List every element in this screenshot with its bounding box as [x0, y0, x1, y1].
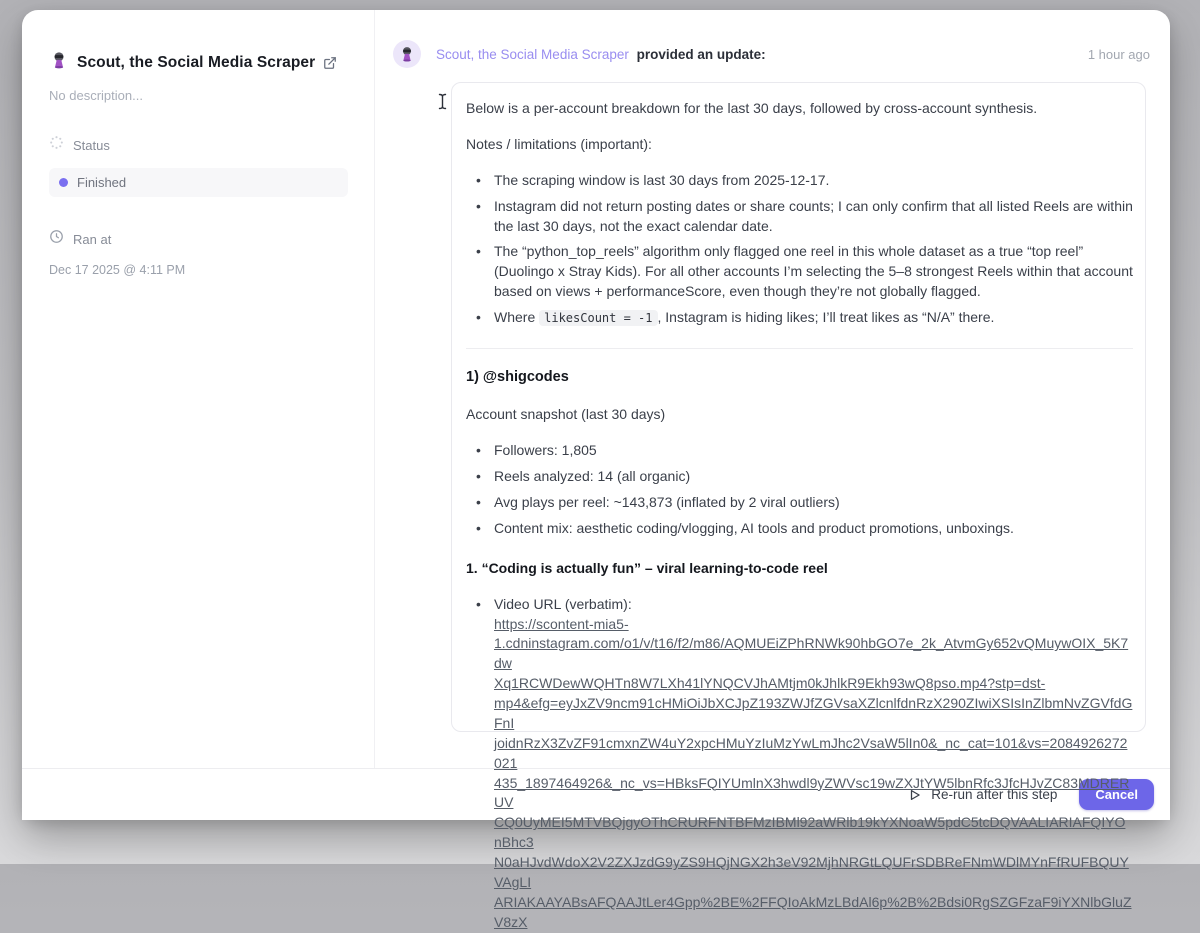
url-line: CQ0UyMEI5MTVBQjgyOThCRURFNTBFMzIBMl92aWRlb19kYXNoaW5pdC5tcDQVAALIARIAFQIYOnBhc3: [494, 814, 1126, 851]
note-item: • The “python_top_reels” algorithm only flagged one reel in this whole dataset as a true “top reel” (Duolingo x Stray Kids). For all other accounts I’m selecting the 5–8 strongest Reels within that account based on views + performanceScore, even though they’re not globally flagged.: [466, 242, 1133, 302]
account-heading: 1) @shigcodes: [466, 368, 569, 385]
note-text-post: , Instagram is hiding likes; I’ll treat likes as “N/A” there.: [657, 309, 995, 325]
url-line: Xq1RCWDewWQHTn8W7LXh41lYNQCVJhAMtjm0kJhlkR9Ekh93wQ8pso.mp4?stp=dst-: [494, 675, 1046, 692]
rerun-label: Re-run after this step: [931, 787, 1058, 802]
update-action-text: provided an update:: [636, 46, 766, 62]
url-line: N0aHJvdWdoX2V2ZXJzdG9yZS9HQjNGX2h3eV92MjhNRGtLQUFrSDBReFNmWDlMYnFfRUFBQUYVAgLI: [494, 854, 1129, 890]
section-divider: [466, 348, 1133, 349]
stat-item: • Content mix: aesthetic coding/vlogging, AI tools and product promotions, unboxings.: [466, 519, 1133, 539]
agent-title-row: [49, 50, 348, 75]
ran-at-label: Ran at: [73, 231, 112, 247]
reel-heading: 1. “Coding is actually fun” – viral learning-to-code reel: [466, 559, 828, 576]
stat-item: • Followers: 1,805: [466, 441, 1133, 461]
note-item: • The scraping window is last 30 days from 2025-12-17.: [466, 171, 1133, 191]
update-header-text: [436, 47, 1073, 62]
cancel-button[interactable]: Cancel: [1079, 779, 1154, 810]
status-label: Status: [73, 137, 110, 153]
update-timestamp: 1 hour ago: [1087, 46, 1150, 62]
status-badge: [49, 168, 348, 197]
url-line: mp4&efg=eyJxZV9ncm91cHMiOiJbXCJpZ193ZWJfZGVsaXZlcnlfdnRzX290ZIwiXSIsInZlbmNvZGVfdGFnI: [494, 695, 1133, 731]
ran-at-value: Dec 17 2025 @ 4:11 PM: [49, 263, 186, 277]
external-link-icon[interactable]: [323, 56, 337, 70]
account-snapshot-subheading: Account snapshot (last 30 days): [466, 406, 666, 423]
agent-avatar: [393, 40, 421, 68]
stat-item: • Avg plays per reel: ~143,873 (inflated by 2 viral outliers): [466, 493, 1133, 513]
status-value: Finished: [77, 175, 127, 190]
agent-title: Scout, the Social Media Scraper: [77, 53, 316, 71]
run-sidebar: [22, 10, 375, 768]
robot-agent-icon: [49, 50, 69, 75]
url-line: 435_1897464926&_nc_vs=HBksFQIYUmlnX3hwdl9yZWVsc19wZXJtYW5lbnRfc3JfcHJvZC83MDRERUV: [494, 774, 1130, 811]
ran-at-label-row: [49, 229, 348, 249]
task-run-modal: [22, 10, 1170, 930]
notes-heading: Notes / limitations (important):: [466, 135, 652, 152]
clock-icon: [49, 229, 64, 249]
intro-paragraph: Below is a per-account breakdown for the last 30 days, followed by cross-account synthesis.: [466, 100, 1038, 116]
agent-description: No description...: [49, 88, 143, 103]
account-stats-list: [466, 441, 1133, 539]
status-label-row: [49, 135, 348, 155]
url-line: joidnRzX3ZvZF91cmxnZW4uY2xpcHMuYzIuMzYwLmJhc2VsaW5lIn0&_nc_cat=101&vs=2084926272021: [494, 734, 1128, 771]
status-dot-icon: [59, 178, 68, 187]
notes-list: [466, 171, 1133, 328]
note-item: • Instagram did not return posting dates or share counts; I can only confirm that all listed Reels are within the last 30 days, not the exact calendar date.: [466, 197, 1133, 237]
update-header: [393, 40, 1170, 68]
video-url-list: [466, 595, 1133, 933]
video-url-label: • Video URL (verbatim):: [494, 595, 632, 612]
url-line: 1.cdninstagram.com/o1/v/t16/f2/m86/AQMUEiZPhRNWk90hbGO7e_2k_AtvmGy652vQMuywOIX_5K7dw: [494, 635, 1129, 672]
video-url-link[interactable]: [494, 615, 1133, 933]
spinner-icon: [49, 135, 64, 155]
video-url-item: [466, 595, 1133, 933]
url-line: ARIAKAAYABsAFQAAJtLer4Gpp%2BE%2FFQIoAkMzLBdAl6p%2B%2Bdsi0RgSZGFzaF9iYXNlbGluZV8zX: [494, 893, 1132, 930]
stat-item: • Reels analyzed: 14 (all organic): [466, 467, 1133, 487]
inline-code-likescount: likesCount = -1: [539, 310, 657, 326]
url-line: https://scontent-mia5-: [494, 615, 629, 632]
note-text-pre: Where: [494, 309, 540, 325]
note-item-likescount: [466, 308, 1133, 328]
agent-name-link[interactable]: Scout, the Social Media Scraper: [436, 46, 629, 62]
